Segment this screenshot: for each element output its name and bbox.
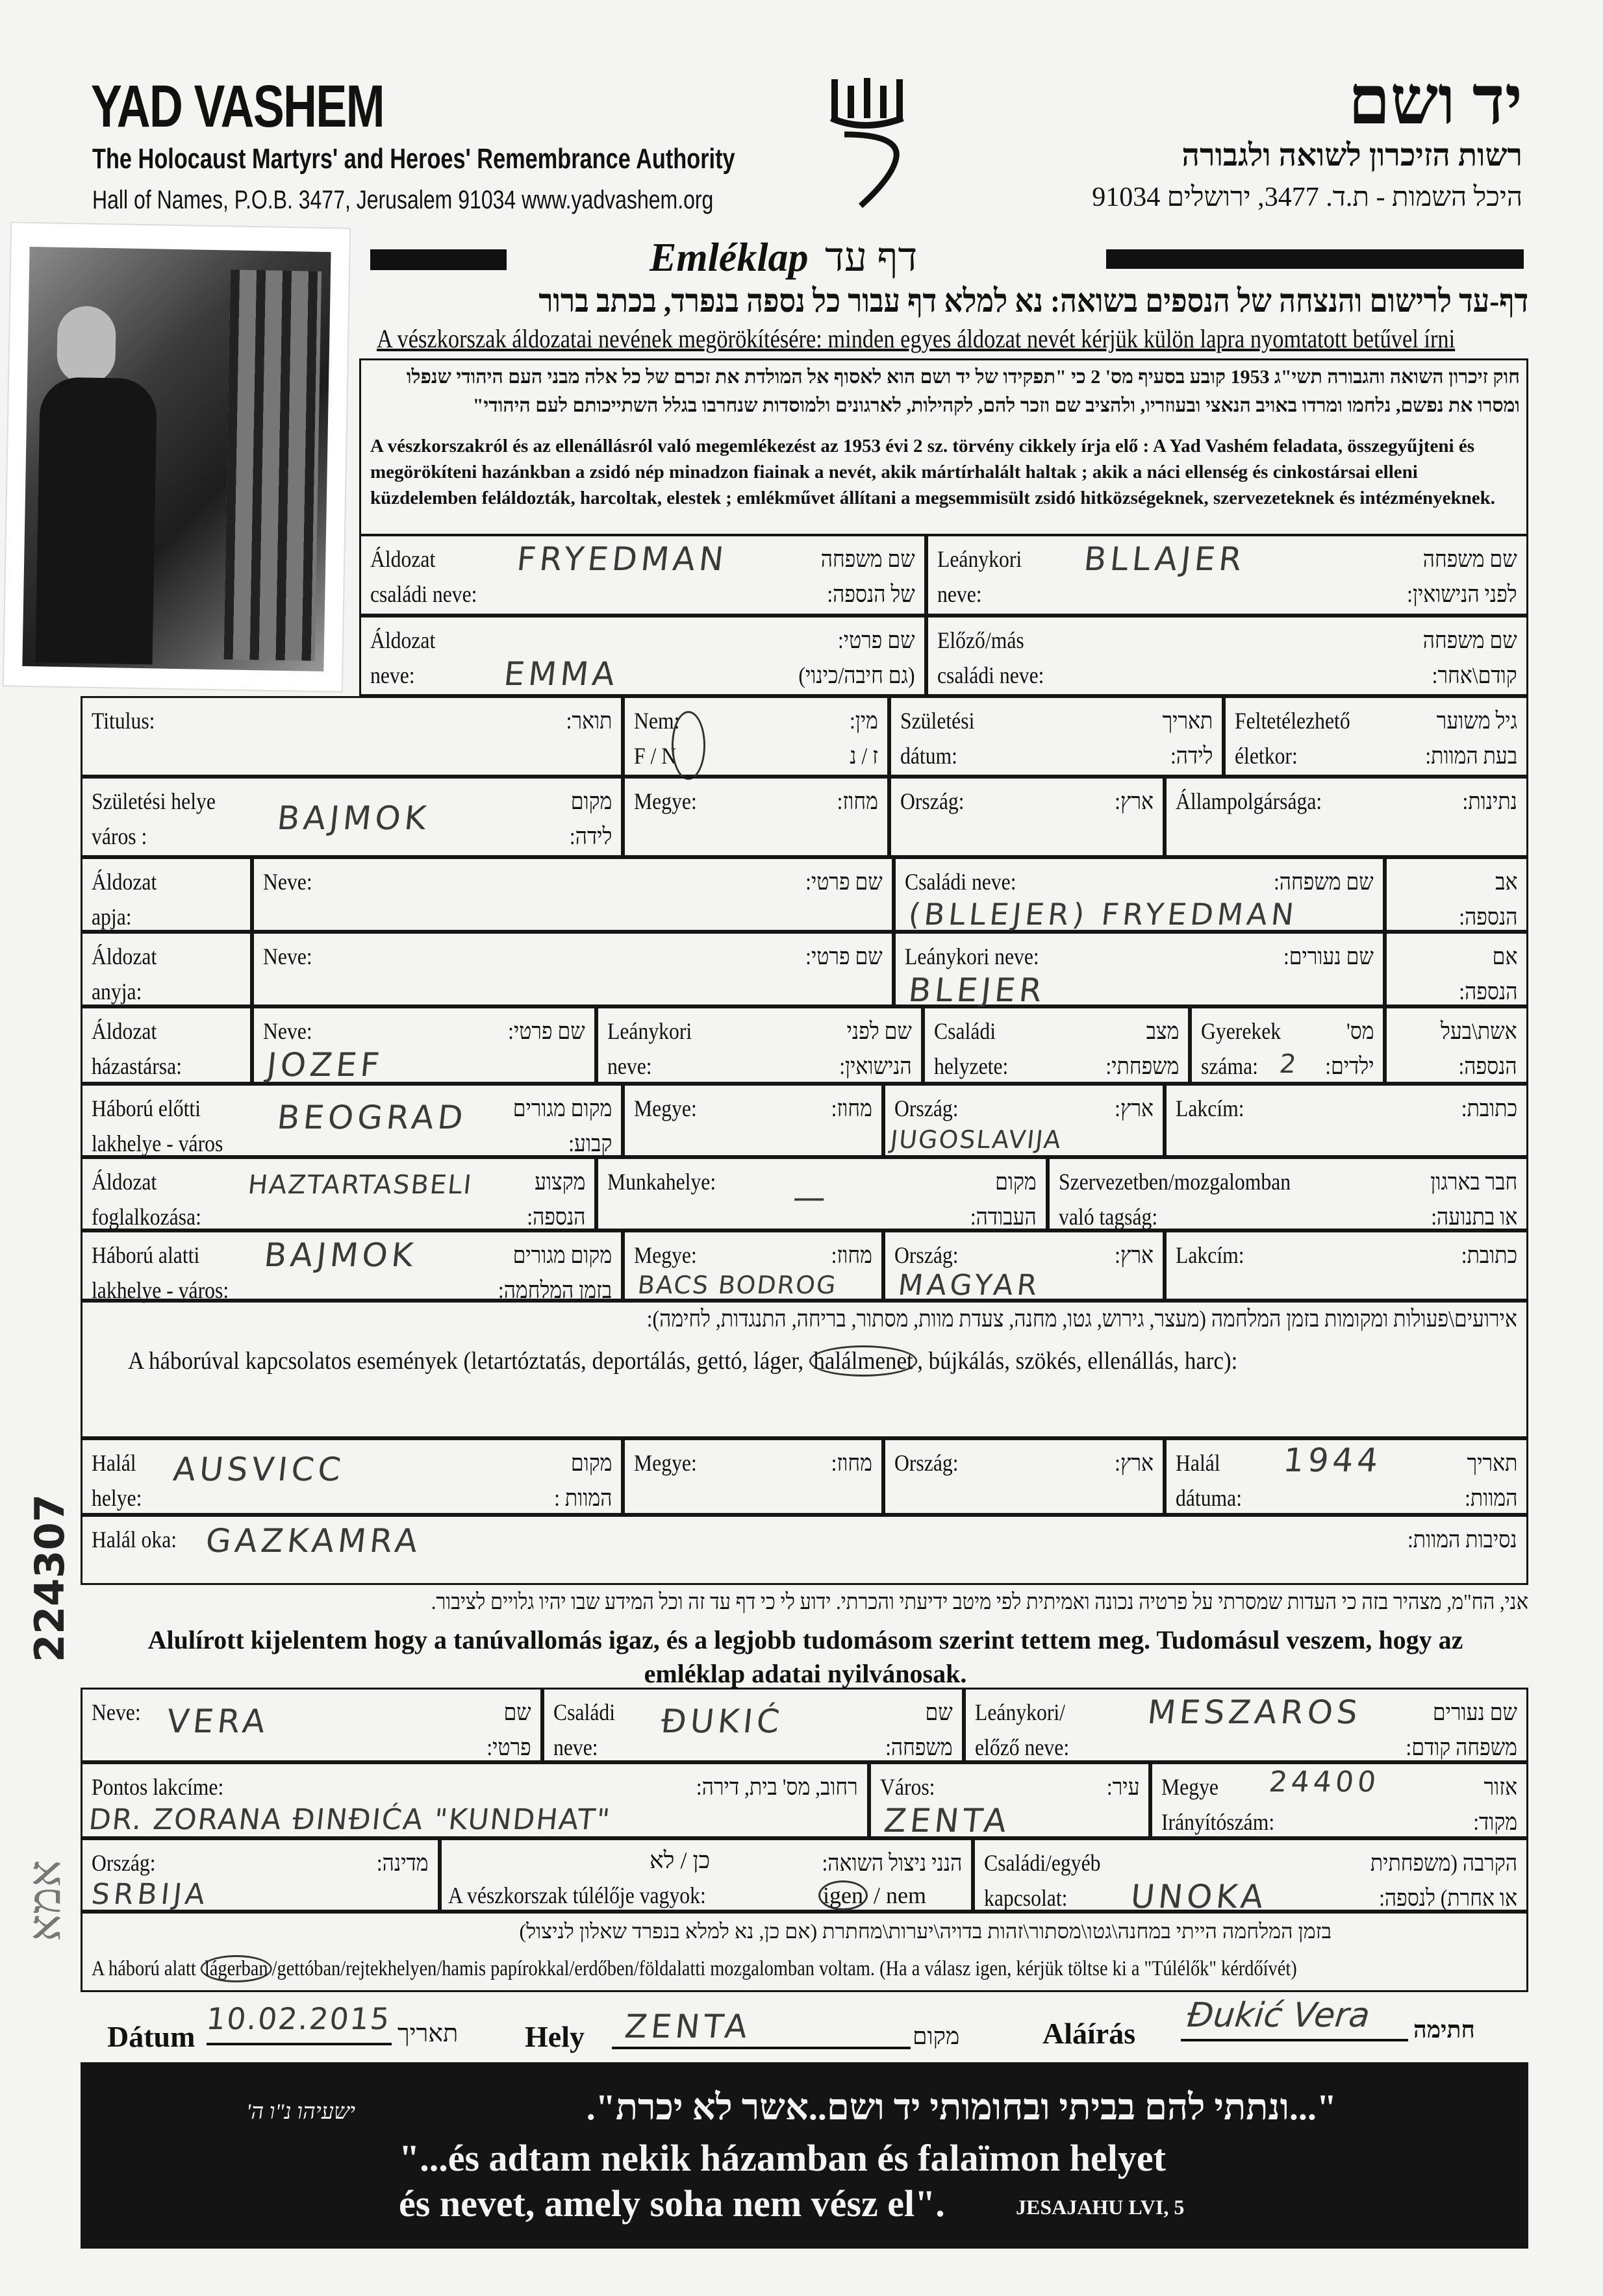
citizenship-field[interactable] bbox=[1165, 777, 1528, 857]
label-he: כתובת: bbox=[1461, 1095, 1517, 1121]
law-text-he: חוק זיכרון השואה והגבורה תשי"ג 1953 קובע בסעיף מס' 2 כי "תפקידו של יד ושם הוא לאסוף אל המולדת את זכרם של כל אלה מבני העם היהודי שנפלו ומסרו את נפשם, נלחמו ומרדו באויב הנאצי ובעוזריו, ולהציב שם וזכר להם, לקהילות, לארגונים ולמוסדות שנחרבו בגלל השתייכותם לעם היהודי" bbox=[406, 366, 1520, 416]
label-he: עיר: bbox=[1106, 1774, 1139, 1800]
label: Leánykori neve: bbox=[905, 943, 1039, 969]
photo-person-body bbox=[35, 377, 157, 664]
quote-banner bbox=[81, 2062, 1528, 2249]
place-handwritten: ZENTA bbox=[622, 2008, 753, 2045]
victim-maiden-name-value: BLLAJER bbox=[1081, 540, 1248, 578]
relationship-field[interactable] bbox=[973, 1838, 1528, 1915]
label: Háború alatti lakhelye - város: bbox=[92, 1242, 229, 1303]
date-value[interactable] bbox=[207, 2000, 392, 2045]
title-bar-left bbox=[370, 249, 507, 270]
mother-maiden-name-field[interactable] bbox=[894, 932, 1385, 1009]
victim-surname-value: FRYEDMAN bbox=[514, 540, 729, 578]
label: Áldozat családi neve: bbox=[370, 546, 477, 607]
wartime-circled-lager: lágerban bbox=[201, 1955, 272, 1982]
submitter-zip-field[interactable] bbox=[1150, 1762, 1528, 1838]
survivor-option-yes[interactable]: igen bbox=[818, 1880, 868, 1910]
date-label-he: תאריך bbox=[398, 2020, 459, 2047]
label: Neve: bbox=[263, 943, 312, 969]
label-he: שם משפחה: bbox=[1274, 869, 1374, 895]
submitter-first-name-value: VERA bbox=[164, 1703, 271, 1740]
label-he: נתינות: bbox=[1462, 788, 1517, 814]
father-label-cell bbox=[81, 857, 252, 932]
label: Megye Irányítószám: bbox=[1161, 1774, 1275, 1835]
war-events-field[interactable] bbox=[81, 1301, 1528, 1438]
label-he: שם פרטי: bbox=[805, 869, 883, 895]
label-he: ארץ: bbox=[1115, 1242, 1154, 1268]
org-subtitle: The Holocaust Martyrs' and Heroes' Remembrance Authority bbox=[92, 143, 735, 175]
intro-heading-he: דף-עד לרישום והנצחה של הנספים בשואה: נא למלא דף עבור כל נספה בנפרד, בכתב ברור bbox=[538, 282, 1528, 319]
spouse-label-cell bbox=[81, 1006, 252, 1084]
label-he: ארץ: bbox=[1115, 788, 1154, 814]
label: Feltetélezhető életkor: bbox=[1235, 708, 1350, 769]
label-he: מין: ז / נ bbox=[850, 708, 878, 769]
label: Családi/egyéb kapcsolat: bbox=[984, 1850, 1101, 1911]
label-he: מחוז: bbox=[831, 1242, 872, 1268]
mother-label-he-cell bbox=[1385, 932, 1528, 1006]
label-he: מחוז: bbox=[837, 788, 878, 814]
law-text-hu: A vészkorszakról és az ellenállásról való megemlékezést az 1953 évi 2 sz. törvény cikkely írja elő : A Yad Vashém feladata, összegyűjteni és megörökíteni hazánkban a zsidó nép minadzon fiainak a nevét, akik mártírhalált haltak ; akik a náci ellenség és cinkostársai elleni küzdelemben feláldozták, harcoltak, elestek ; emlékművet állítani a megsemmisült zsidó hitközségeknek, szervezeteknek és intézményeknek. bbox=[370, 436, 1496, 509]
signature-label-he: חתימה bbox=[1413, 2017, 1475, 2043]
survivor-options-he: כן / לא bbox=[650, 1847, 711, 1873]
label-he: אשת\בעל הנספה: bbox=[1441, 1018, 1517, 1079]
label: Ország: bbox=[894, 1450, 959, 1476]
spouse-first-name-field[interactable] bbox=[252, 1006, 596, 1084]
father-first-name-field[interactable] bbox=[252, 857, 894, 932]
victim-previous-name-field[interactable] bbox=[926, 616, 1528, 696]
events-label-hu bbox=[128, 1347, 1237, 1377]
label: Halál helye: bbox=[92, 1450, 142, 1511]
label: Születési helye város : bbox=[92, 788, 216, 849]
label-he: מקום מגורים בזמן המלחמה: bbox=[498, 1242, 612, 1303]
label: Szervezetben/mozgalomban való tagság: bbox=[1059, 1169, 1291, 1230]
submitter-family-name-value: ĐUKIĆ bbox=[659, 1703, 785, 1740]
label-he: אם הנספה: bbox=[1458, 943, 1517, 1004]
prewar-city-field[interactable] bbox=[81, 1084, 623, 1157]
label-he: שם פרטי: bbox=[508, 1018, 585, 1044]
org-subtitle-he: רשות הזיכרון לשואה ולגבורה bbox=[1181, 138, 1522, 173]
submitter-wartime-he: בזמן המלחמה הייתי במחנה\גטו\מסתור\זהות בדויה\יערות\מחתרת (אם כן, נא למלא בנפרד שאלון לניצול) bbox=[519, 1919, 1332, 1943]
label-he: גיל משוער בעת המוות: bbox=[1425, 708, 1517, 769]
label: Leánykori neve: bbox=[937, 546, 1022, 607]
label-he: אב הנספה: bbox=[1458, 869, 1517, 930]
wartime-county-value: BACS BODROG bbox=[636, 1271, 839, 1299]
label: Állampolgársága: bbox=[1176, 788, 1322, 814]
label: Neve: bbox=[263, 1018, 312, 1044]
events-label-he: אירועים\פעולות ומקומות בזמן המלחמה (מעצר, גירוש, גטו, מחנה, צעדת מוות, מסתור, בריחה, התנגדות, לחימה): bbox=[646, 1306, 1517, 1332]
label: Megye: bbox=[634, 788, 697, 814]
law-box bbox=[359, 358, 1528, 536]
label-he: הקרבה (משפחתית או אחרת) לנספה: bbox=[1370, 1850, 1517, 1911]
label: Családi helyzete: bbox=[934, 1018, 1009, 1079]
submitter-maiden-name-field[interactable] bbox=[964, 1688, 1528, 1762]
label: Nem: F / N bbox=[634, 708, 680, 769]
death-country-field[interactable] bbox=[883, 1438, 1165, 1515]
label: Családi neve: bbox=[553, 1699, 616, 1760]
prewar-address-field[interactable] bbox=[1165, 1084, 1528, 1157]
wartime-county-field[interactable] bbox=[623, 1230, 883, 1301]
submitter-country-value: SRBIJA bbox=[90, 1878, 210, 1911]
label: Város: bbox=[880, 1774, 935, 1800]
label-he: חבר בארגון או בתנועה: bbox=[1430, 1169, 1517, 1230]
label-he: שם משפחה של הנספה: bbox=[821, 546, 915, 607]
mother-label-cell bbox=[81, 932, 252, 1006]
label-he: מקום לידה: bbox=[569, 788, 612, 849]
label-he: שם פרטי: bbox=[805, 943, 883, 969]
label-he: ארץ: bbox=[1115, 1095, 1154, 1121]
birth-place-field[interactable] bbox=[81, 777, 623, 857]
occupation-field[interactable] bbox=[81, 1157, 596, 1230]
birth-place-value: BAJMOK bbox=[275, 799, 432, 837]
org-name: YAD VASHEM bbox=[91, 73, 384, 140]
place-label-he: מקום bbox=[913, 2023, 960, 2049]
label-he: ארץ: bbox=[1115, 1450, 1154, 1476]
record-number-note: 224307 bbox=[26, 1494, 73, 1662]
label: Háború előtti lakhelye - város bbox=[92, 1095, 223, 1156]
form-title-he: דף עד bbox=[825, 236, 918, 280]
label: Leánykori/ előző neve: bbox=[975, 1699, 1070, 1760]
label: Születési dátum: bbox=[900, 708, 975, 769]
occupation-value: HAZTARTASBELI bbox=[246, 1170, 474, 1200]
birth-county-field[interactable] bbox=[623, 777, 889, 857]
label-he: תואר: bbox=[566, 708, 612, 734]
label: Titulus: bbox=[92, 708, 155, 734]
father-family-name-field[interactable] bbox=[894, 857, 1385, 932]
declaration-hu: Alulírott kijelentem hogy a tanúvallomás igaz, és a legjobb tudomásom szerint tettem meg. Tudomásul veszem, hogy az emléklap adatai nyilvánosak. bbox=[147, 1625, 1463, 1688]
label-he: רחוב, מס' בית, דירה: bbox=[696, 1774, 858, 1800]
submitter-family-name-field[interactable] bbox=[542, 1688, 964, 1762]
birth-country-field[interactable] bbox=[889, 777, 1165, 857]
label-he: כתובת: bbox=[1461, 1242, 1517, 1268]
submitter-wartime-hu bbox=[92, 1956, 1297, 1982]
label: Lakcím: bbox=[1176, 1242, 1244, 1268]
victim-title-field[interactable] bbox=[81, 696, 623, 777]
label: Lakcím: bbox=[1176, 1095, 1244, 1121]
quote-hu-line1: "...és adtam nekik házamban és falaïmon helyet bbox=[399, 2137, 1166, 2179]
date-label-hu: Dátum bbox=[107, 2020, 196, 2053]
wartime-city-value: BAJMOK bbox=[262, 1236, 419, 1274]
submitter-address-field[interactable] bbox=[81, 1762, 869, 1838]
events-label-hu-part: , bújkálás, szökés, ellenállás, harc): bbox=[917, 1347, 1238, 1375]
label-he: מדינה: bbox=[377, 1850, 429, 1876]
victim-first-name-field[interactable] bbox=[359, 616, 926, 696]
label: Pontos lakcíme: bbox=[92, 1774, 224, 1800]
label: Neve: bbox=[92, 1699, 141, 1725]
survivor-field[interactable] bbox=[440, 1838, 973, 1912]
death-date-value: 1944 bbox=[1281, 1441, 1384, 1479]
father-family-name-value: (BLLEJER) FRYEDMAN bbox=[907, 897, 1300, 932]
label-he: מחוז: bbox=[831, 1450, 872, 1476]
submitter-address-value: DR. ZORANA ĐINĐIĆA "KUNDHAT" bbox=[87, 1803, 612, 1836]
quote-hu-source: JESAJAHU LVI, 5 bbox=[1016, 2195, 1185, 2219]
org-address: Hall of Names, P.O.B. 3477, Jerusalem 91034 www.yadvashem.org bbox=[92, 186, 714, 214]
victim-first-name-value: EMMA bbox=[501, 655, 621, 693]
death-county-field[interactable] bbox=[623, 1438, 883, 1515]
label-he: שם פרטי: bbox=[486, 1699, 531, 1760]
label: Ország: bbox=[92, 1850, 156, 1876]
victim-gender-field[interactable] bbox=[623, 696, 889, 777]
label: Gyerekek száma: bbox=[1201, 1018, 1281, 1079]
submitter-city-field[interactable] bbox=[869, 1762, 1150, 1838]
label-he: שם משפחה לפני הנישואין: bbox=[1407, 546, 1517, 607]
label: Ország: bbox=[894, 1095, 959, 1121]
victim-surname-field[interactable] bbox=[359, 534, 926, 616]
place-value[interactable] bbox=[612, 2006, 911, 2049]
label: Halál dátuma: bbox=[1176, 1450, 1243, 1511]
label-he: שם נעורים: bbox=[1283, 943, 1374, 969]
submitter-country-field[interactable] bbox=[81, 1838, 440, 1912]
children-count-value: 2 bbox=[1278, 1049, 1302, 1079]
relationship-value: UNOKA bbox=[1128, 1878, 1269, 1915]
mother-maiden-name-value: BLEJER bbox=[906, 971, 1048, 1009]
victim-age-field[interactable] bbox=[1224, 696, 1528, 777]
wartime-hu-part: A háború alatt bbox=[92, 1957, 201, 1980]
label: Megye: bbox=[634, 1095, 697, 1121]
prewar-country-field[interactable] bbox=[883, 1084, 1165, 1157]
quote-hu-line2: és nevet, amely soha nem vész el". bbox=[399, 2182, 945, 2225]
label-he: שם משפחה: bbox=[885, 1699, 953, 1760]
marital-status-field[interactable] bbox=[923, 1006, 1190, 1084]
photo-gate bbox=[224, 269, 322, 660]
margin-note-he: אמא bbox=[20, 1860, 70, 1941]
label: Munkahelye: bbox=[607, 1169, 716, 1195]
death-date-field[interactable] bbox=[1165, 1438, 1528, 1515]
label: Áldozat neve: bbox=[370, 627, 436, 688]
submitter-city-value: ZENTA bbox=[881, 1802, 1013, 1840]
survivor-option-no[interactable]: nem bbox=[886, 1882, 926, 1908]
label: Ország: bbox=[894, 1242, 959, 1268]
workplace-field[interactable] bbox=[596, 1157, 1048, 1230]
gender-selected-circle bbox=[672, 711, 705, 780]
label-he: מקצוע הנספה: bbox=[526, 1169, 585, 1230]
form-title-hu: Emléklap bbox=[650, 236, 809, 280]
label-he: שם לפני הנישואין: bbox=[839, 1018, 912, 1079]
label-he: מצב משפחתי: bbox=[1105, 1018, 1179, 1079]
label: Áldozat házastársa: bbox=[92, 1018, 182, 1079]
label: Áldozat foglalkozása: bbox=[92, 1169, 201, 1230]
quote-he: "...ונתתי להם בביתי ובחומותי יד ושם..אשר לא יכרת". bbox=[586, 2088, 1337, 2128]
label: Áldozat apja: bbox=[92, 869, 157, 930]
label-he: אזור מקוד: bbox=[1473, 1774, 1517, 1835]
label-he: שם משפחה קודם\אחר: bbox=[1423, 627, 1517, 688]
mother-first-name-field[interactable] bbox=[252, 932, 894, 1006]
signature-value[interactable] bbox=[1181, 1993, 1408, 2041]
label: Előző/más családi neve: bbox=[937, 627, 1044, 688]
victim-maiden-name-field[interactable] bbox=[926, 534, 1528, 616]
spouse-maiden-name-field[interactable] bbox=[596, 1006, 923, 1084]
wartime-address-field[interactable] bbox=[1165, 1230, 1528, 1301]
org-name-he: יד ושם bbox=[1348, 64, 1522, 138]
label-he: שם פרטי: (גם חיבה/כינוי) bbox=[798, 627, 915, 688]
label: Halál oka: bbox=[92, 1527, 177, 1553]
wartime-country-value: MAGYAR bbox=[896, 1269, 1043, 1302]
label-he: מקום המוות : bbox=[553, 1450, 612, 1511]
spouse-first-name-value: JOZEF bbox=[264, 1046, 385, 1084]
victim-birth-date-field[interactable] bbox=[889, 696, 1224, 777]
label-he: שם נעורים משפחה קודם: bbox=[1406, 1699, 1517, 1760]
yad-vashem-logo-icon bbox=[825, 73, 922, 209]
death-cause-value: GAZKAMRA bbox=[203, 1522, 423, 1560]
survivor-options: igen / nem bbox=[818, 1880, 926, 1911]
label: Ország: bbox=[900, 788, 965, 814]
events-circled-death-march: halálmenet bbox=[809, 1345, 917, 1377]
membership-field[interactable] bbox=[1048, 1157, 1528, 1230]
spouse-label-he-cell bbox=[1385, 1006, 1528, 1084]
label-he: מחוז: bbox=[831, 1095, 872, 1121]
label-he: מס' ילדים: bbox=[1324, 1018, 1374, 1079]
death-cause-field[interactable] bbox=[81, 1515, 1528, 1585]
survivor-label-hu: A vészkorszak túlélője vagyok: bbox=[448, 1882, 706, 1908]
label-he: תאריך לידה: bbox=[1162, 708, 1213, 769]
org-address-he: היכל השמות - ת.ד. 3477, ירושלים 91034 bbox=[1092, 182, 1522, 212]
label-he: נסיבות המוות: bbox=[1407, 1527, 1517, 1553]
label: Megye: bbox=[634, 1242, 697, 1268]
label: Neve: bbox=[263, 869, 312, 895]
prewar-city-value: BEOGRAD bbox=[275, 1099, 469, 1136]
quote-he-source: ישעיהו נ"ו ה' bbox=[246, 2100, 355, 2124]
father-label-he-cell bbox=[1385, 857, 1528, 932]
date-handwritten: 10.02.2015 bbox=[205, 2001, 393, 2036]
intro-heading-hu: A vészkorszak áldozatai nevének megörökítésére: minden egyes áldozat nevét kérjük külön lapra nyomtatott betűvel írni bbox=[377, 324, 1456, 353]
wartime-hu-part: /gettóban/rejtekhelyen/hamis papírokkal/erdőben/földalatti mozgalomban voltam. (Ha a válasz igen, kérjük töltse ki a "Túlélők" kérdőívét) bbox=[271, 1957, 1297, 1980]
label-he: תאריך המוות: bbox=[1464, 1450, 1517, 1511]
title-bar-right bbox=[1106, 249, 1524, 269]
prewar-county-field[interactable] bbox=[623, 1084, 883, 1157]
death-place-value: AUSVICC bbox=[171, 1451, 347, 1488]
death-place-field[interactable] bbox=[81, 1438, 623, 1515]
events-label-hu-part: A háborúval kapcsolatos események (letartóztatás, deportálás, gettó, láger, bbox=[128, 1347, 809, 1375]
submitter-zip-value: 24400 bbox=[1267, 1766, 1382, 1799]
label-he: הנני ניצול השואה: bbox=[822, 1850, 962, 1876]
label-he: מקום העבודה: bbox=[970, 1169, 1037, 1230]
wartime-country-field[interactable] bbox=[883, 1230, 1165, 1301]
submitter-wartime-field[interactable] bbox=[81, 1912, 1528, 1992]
victim-photo bbox=[4, 223, 349, 692]
signature-handwritten: Đukić Vera bbox=[1185, 1996, 1372, 2035]
declaration-he: אני, הח"מ, מצהיר בזה כי העדות שמסרתי על פרטיה נכונה ואמיתית לפי מיטב ידיעתי והכרתי. ידוע לי כי דף עד זה וכל המידע שבו יהיו גלויים לציבור. bbox=[431, 1590, 1528, 1614]
label: Megye: bbox=[634, 1450, 697, 1476]
prewar-country-value: JUGOSLAVIJA bbox=[889, 1125, 1064, 1154]
place-label-hu: Hely bbox=[525, 2020, 585, 2053]
workplace-value: — bbox=[790, 1179, 832, 1216]
label: Áldozat anyja: bbox=[92, 943, 157, 1004]
photo-person-face bbox=[57, 306, 116, 385]
children-count-field[interactable] bbox=[1190, 1006, 1385, 1084]
submitter-first-name-field[interactable] bbox=[81, 1688, 542, 1762]
signature-label-hu: Aláírás bbox=[1042, 2017, 1136, 2050]
label: Családi neve: bbox=[905, 869, 1016, 895]
submitter-maiden-name-value: MESZAROS bbox=[1145, 1693, 1363, 1731]
label-he: מקום מגורים קבוע: bbox=[512, 1095, 612, 1156]
label: Leánykori neve: bbox=[607, 1018, 692, 1079]
wartime-city-field[interactable] bbox=[81, 1230, 623, 1301]
